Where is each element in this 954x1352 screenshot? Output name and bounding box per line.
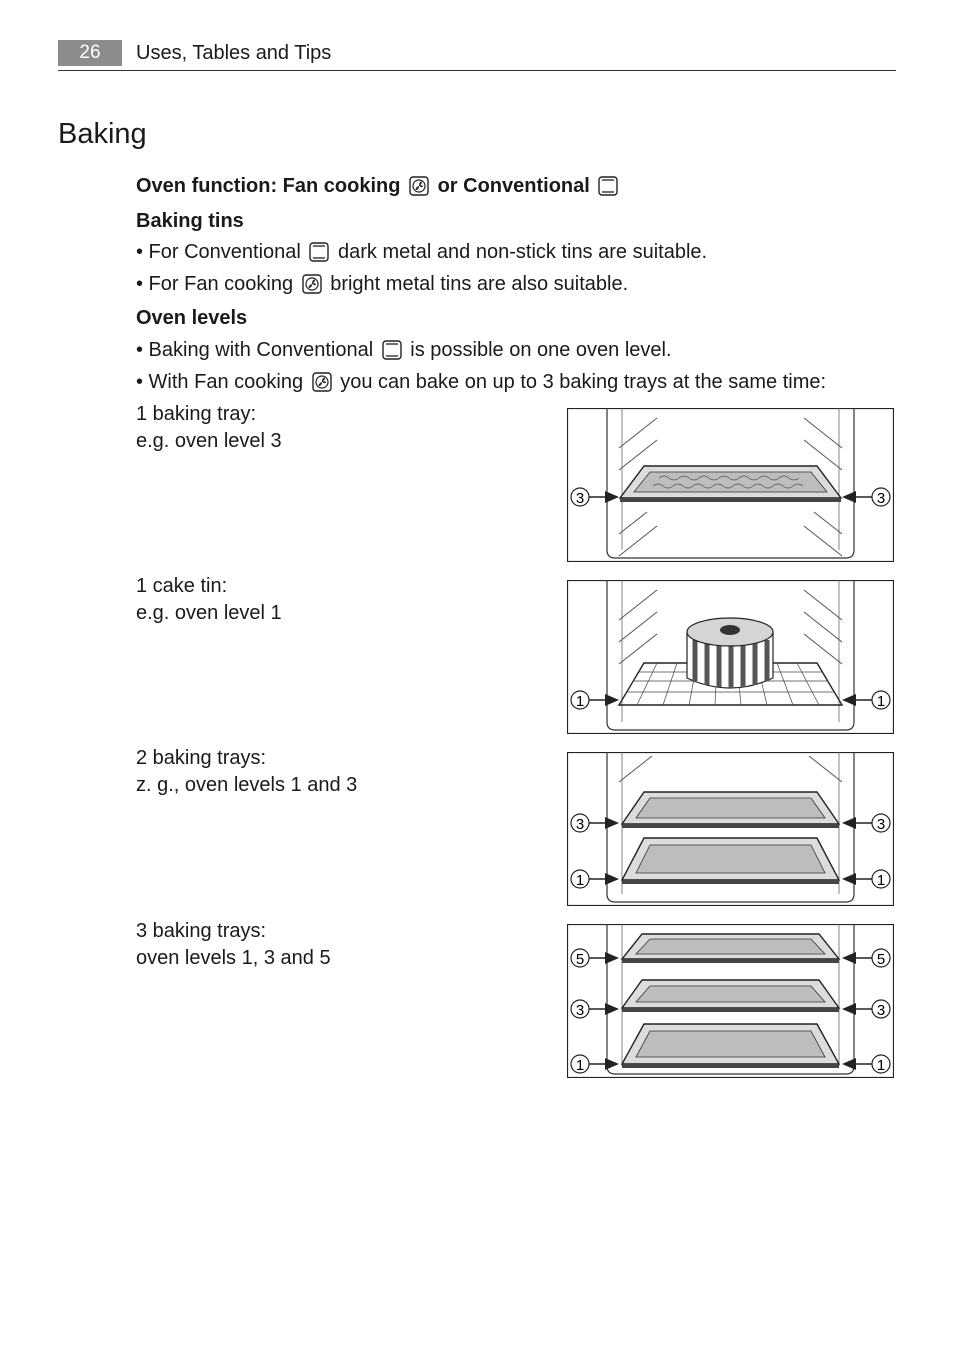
level-label: 3	[876, 1002, 886, 1019]
level-label: 1	[575, 872, 585, 889]
level-label: 3	[575, 1002, 585, 1019]
level-label: 3	[575, 490, 585, 507]
oven-function-line	[136, 173, 621, 199]
fan-cooking-icon	[302, 274, 322, 294]
conventional-icon	[382, 340, 402, 360]
baking-tins-item	[136, 271, 628, 297]
caption-line: e.g. oven level 1	[136, 602, 282, 624]
oven-levels-heading: Oven levels	[136, 307, 248, 329]
oven-levels-item	[136, 369, 826, 395]
item-prefix: • Baking with Conventional	[136, 339, 374, 361]
caption-line: e.g. oven level 3	[136, 430, 282, 452]
caption-line: 3 baking trays:	[136, 920, 267, 942]
caption-line: oven levels 1, 3 and 5	[136, 947, 331, 969]
page-header	[58, 40, 896, 71]
oven-function-prefix: Oven function: Fan cooking	[136, 175, 401, 197]
level-label: 1	[575, 1057, 585, 1074]
oven-diagram-one-tray	[567, 408, 894, 562]
item-suffix: dark metal and non-stick tins are suitable.	[338, 241, 708, 263]
figure-caption	[136, 745, 357, 799]
item-prefix: • With Fan cooking	[136, 371, 304, 393]
figure-caption	[136, 918, 331, 972]
level-label: 1	[876, 872, 886, 889]
level-label: 1	[876, 1057, 886, 1074]
oven-levels-item	[136, 337, 672, 363]
baking-tins-heading: Baking tins	[136, 210, 244, 232]
conventional-icon	[598, 176, 618, 196]
oven-diagram-cake-tin	[567, 580, 894, 734]
level-label: 5	[575, 951, 585, 968]
conventional-icon	[309, 242, 329, 262]
page-title: Baking	[58, 118, 147, 150]
caption-line: 2 baking trays:	[136, 747, 267, 769]
figure-caption	[136, 401, 282, 455]
item-prefix: • For Fan cooking	[136, 273, 294, 295]
baking-tins-item	[136, 239, 707, 265]
page-number: 26	[58, 40, 122, 66]
level-label: 1	[575, 693, 585, 710]
caption-line: z. g., oven levels 1 and 3	[136, 774, 358, 796]
caption-line: 1 baking tray:	[136, 403, 257, 425]
fan-cooking-icon	[409, 176, 429, 196]
level-label: 3	[575, 816, 585, 833]
caption-line: 1 cake tin:	[136, 575, 228, 597]
item-prefix: • For Conventional	[136, 241, 301, 263]
oven-function-middle: or Conventional	[437, 175, 590, 197]
figure-caption	[136, 573, 282, 627]
level-label: 3	[876, 490, 886, 507]
level-label: 3	[876, 816, 886, 833]
oven-diagram-three-trays	[567, 924, 894, 1078]
item-suffix: is possible on one oven level.	[410, 339, 672, 361]
level-label: 1	[876, 693, 886, 710]
level-label: 5	[876, 951, 886, 968]
item-suffix: bright metal tins are also suitable.	[330, 273, 629, 295]
section-title: Uses, Tables and Tips	[136, 42, 332, 64]
fan-cooking-icon	[312, 372, 332, 392]
item-suffix: you can bake on up to 3 baking trays at the same time:	[340, 371, 827, 393]
oven-diagram-two-trays	[567, 752, 894, 906]
